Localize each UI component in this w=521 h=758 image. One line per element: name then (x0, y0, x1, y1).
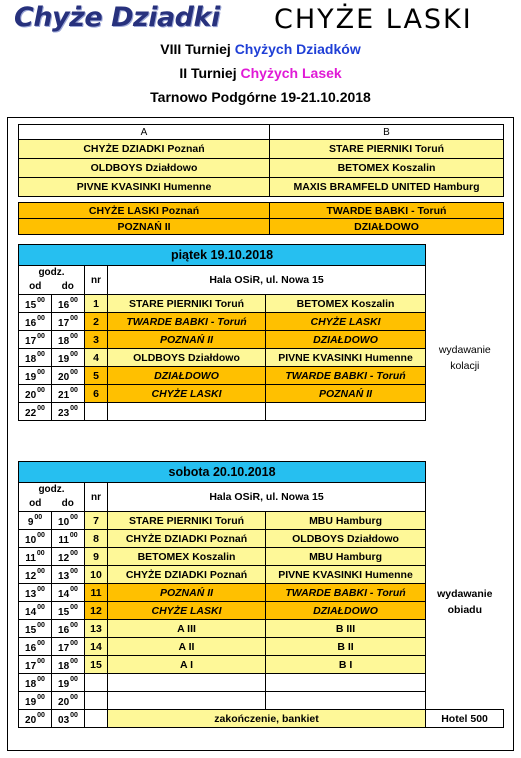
laski-team: TWARDE BABKI - Toruń (270, 203, 504, 219)
closing-row (19, 710, 504, 728)
godz-header: godz. (19, 266, 85, 280)
away-team: BETOMEX Koszalin (266, 295, 426, 313)
match-number: 10 (85, 566, 108, 584)
friday-venue: Hala OSiR, ul. Nowa 15 (108, 266, 426, 295)
hotel-label: Hotel 500 (426, 710, 504, 728)
match-number: 15 (85, 656, 108, 674)
match-row (19, 331, 504, 349)
saturday-day-header: sobota 20.10.2018 (19, 462, 426, 483)
away-team: TWARDE BABKI - Toruń (266, 584, 426, 602)
match-number: 2 (85, 313, 108, 331)
time-to: $16^{00}$ (52, 295, 85, 313)
groups-table (18, 124, 504, 197)
match-number: 1 (85, 295, 108, 313)
title-highlight-laski: Chyżych Lasek (240, 65, 342, 81)
time-to: $19^{00}$ (52, 674, 85, 692)
match-row (19, 512, 504, 530)
home-team: A II (108, 638, 266, 656)
friday-day-header: piątek 19.10.2018 (19, 245, 426, 266)
time-from: $17^{00}$ (19, 656, 52, 674)
time-to: $20^{00}$ (52, 367, 85, 385)
saturday-note: wydawanie obiadu (437, 587, 493, 616)
match-row (19, 530, 504, 548)
match-row (19, 620, 504, 638)
away-team (266, 403, 426, 421)
home-team: STARE PIERNIKI Toruń (108, 295, 266, 313)
group-b-team: MAXIS BRAMFELD UNITED Hamburg (270, 178, 504, 197)
laski-team: DZIAŁDOWO (270, 219, 504, 235)
match-row (19, 295, 504, 313)
match-number: 3 (85, 331, 108, 349)
saturday-venue: Hala OSiR, ul. Nowa 15 (108, 483, 426, 512)
away-team: MBU Hamburg (266, 548, 426, 566)
time-to: $15^{00}$ (52, 602, 85, 620)
time-from: $11^{00}$ (19, 548, 52, 566)
time-to: $11^{00}$ (52, 530, 85, 548)
group-b-team: STARE PIERNIKI Toruń (270, 140, 504, 159)
match-number (85, 403, 108, 421)
away-team: TWARDE BABKI - Toruń (266, 367, 426, 385)
closing-banquet: zakończenie, bankiet (108, 710, 426, 728)
match-number: 12 (85, 602, 108, 620)
away-team: B I (266, 656, 426, 674)
match-number: 5 (85, 367, 108, 385)
home-team: CHYŻE DZIADKI Poznań (108, 530, 266, 548)
home-team (108, 674, 266, 692)
home-team: CHYŻE LASKI (108, 385, 266, 403)
group-b-team: BETOMEX Koszalin (270, 159, 504, 178)
time-from: $16^{00}$ (19, 313, 52, 331)
home-team: A III (108, 620, 266, 638)
match-number: 4 (85, 349, 108, 367)
time-from: $18^{00}$ (19, 674, 52, 692)
time-from: $14^{00}$ (19, 602, 52, 620)
time-to: $18^{00}$ (52, 331, 85, 349)
match-number: 8 (85, 530, 108, 548)
time-from: $9^{00}$ (19, 512, 52, 530)
time-to: $03^{00}$ (52, 710, 85, 728)
home-team (108, 692, 266, 710)
home-team: CHYŻE LASKI (108, 602, 266, 620)
friday-schedule (18, 244, 504, 421)
time-from: $10^{00}$ (19, 530, 52, 548)
home-team (108, 403, 266, 421)
time-to: $12^{00}$ (52, 548, 85, 566)
match-row (19, 656, 504, 674)
laski-group-table (18, 202, 504, 235)
laski-team: POZNAŃ II (19, 219, 270, 235)
match-number: 11 (85, 584, 108, 602)
match-number: 13 (85, 620, 108, 638)
home-team: POZNAŃ II (108, 584, 266, 602)
home-team: DZIAŁDOWO (108, 367, 266, 385)
title-line-1: VIII Turniej Chyżych Dziadków (160, 41, 361, 57)
away-team (266, 692, 426, 710)
home-team: POZNAŃ II (108, 331, 266, 349)
time-to: $13^{00}$ (52, 566, 85, 584)
match-row (19, 638, 504, 656)
match-row (19, 584, 504, 602)
time-to: $17^{00}$ (52, 638, 85, 656)
home-team: OLDBOYS Działdowo (108, 349, 266, 367)
group-a-header: A (19, 125, 270, 140)
friday-note: wydawanie kolacji (426, 331, 504, 385)
nr-header: nr (85, 483, 108, 512)
time-from: $15^{00}$ (19, 620, 52, 638)
do-header: do (52, 279, 85, 295)
time-from: $17^{00}$ (19, 331, 52, 349)
time-from: $18^{00}$ (19, 349, 52, 367)
away-team: DZIAŁDOWO (266, 602, 426, 620)
chyze-laski-logo: CHYŻE LASKI (274, 4, 473, 35)
match-number (85, 674, 108, 692)
time-from: $16^{00}$ (19, 638, 52, 656)
home-team: TWARDE BABKI - Toruń (108, 313, 266, 331)
od-header: od (19, 279, 52, 295)
group-a-team: CHYŻE DZIADKI Poznań (19, 140, 270, 159)
away-team: CHYŻE LASKI (266, 313, 426, 331)
group-b-header: B (270, 125, 504, 140)
time-from: $15^{00}$ (19, 295, 52, 313)
match-row (19, 403, 504, 421)
time-from: $19^{00}$ (19, 692, 52, 710)
away-team: PIVNE KVASINKI Humenne (266, 566, 426, 584)
match-number: 14 (85, 638, 108, 656)
match-number: 6 (85, 385, 108, 403)
time-from: $13^{00}$ (19, 584, 52, 602)
time-to: $16^{00}$ (52, 620, 85, 638)
title-highlight-dziadki: Chyżych Dziadków (234, 41, 361, 57)
away-team: OLDBOYS Działdowo (266, 530, 426, 548)
time-to: $14^{00}$ (52, 584, 85, 602)
godz-header: godz. (19, 483, 85, 497)
nr-header: nr (85, 266, 108, 295)
time-from: $19^{00}$ (19, 367, 52, 385)
match-row (19, 385, 504, 403)
title-line-2: II Turniej Chyżych Lasek (179, 65, 342, 81)
home-team: A I (108, 656, 266, 674)
match-row (19, 548, 504, 566)
home-team: BETOMEX Koszalin (108, 548, 266, 566)
time-from: $12^{00}$ (19, 566, 52, 584)
home-team: STARE PIERNIKI Toruń (108, 512, 266, 530)
away-team: B II (266, 638, 426, 656)
time-to: $19^{00}$ (52, 349, 85, 367)
away-team: POZNAŃ II (266, 385, 426, 403)
match-row (19, 692, 504, 710)
time-to: $21^{00}$ (52, 385, 85, 403)
title-line-3: Tarnowo Podgórne 19-21.10.2018 (150, 89, 371, 105)
do-header: do (52, 496, 85, 512)
away-team: B III (266, 620, 426, 638)
match-number: 9 (85, 548, 108, 566)
match-row (19, 313, 504, 331)
group-a-team: PIVNE KVASINKI Humenne (19, 178, 270, 197)
time-from: $22^{00}$ (19, 403, 52, 421)
time-to: $10^{00}$ (52, 512, 85, 530)
match-row (19, 674, 504, 692)
time-to: $20^{00}$ (52, 692, 85, 710)
match-number: 7 (85, 512, 108, 530)
away-team: DZIAŁDOWO (266, 331, 426, 349)
chyze-dziadki-logo: Chyże Dziadki (14, 2, 220, 33)
time-to: $18^{00}$ (52, 656, 85, 674)
od-header: od (19, 496, 52, 512)
away-team: PIVNE KVASINKI Humenne (266, 349, 426, 367)
time-from: $20^{00}$ (19, 710, 52, 728)
laski-team: CHYŻE LASKI Poznań (19, 203, 270, 219)
saturday-schedule (18, 461, 504, 728)
time-to: $17^{00}$ (52, 313, 85, 331)
time-to: $23^{00}$ (52, 403, 85, 421)
away-team (266, 674, 426, 692)
time-from: $20^{00}$ (19, 385, 52, 403)
away-team: MBU Hamburg (266, 512, 426, 530)
match-row (19, 566, 504, 584)
group-a-team: OLDBOYS Działdowo (19, 159, 270, 178)
match-number (85, 692, 108, 710)
home-team: CHYŻE DZIADKI Poznań (108, 566, 266, 584)
